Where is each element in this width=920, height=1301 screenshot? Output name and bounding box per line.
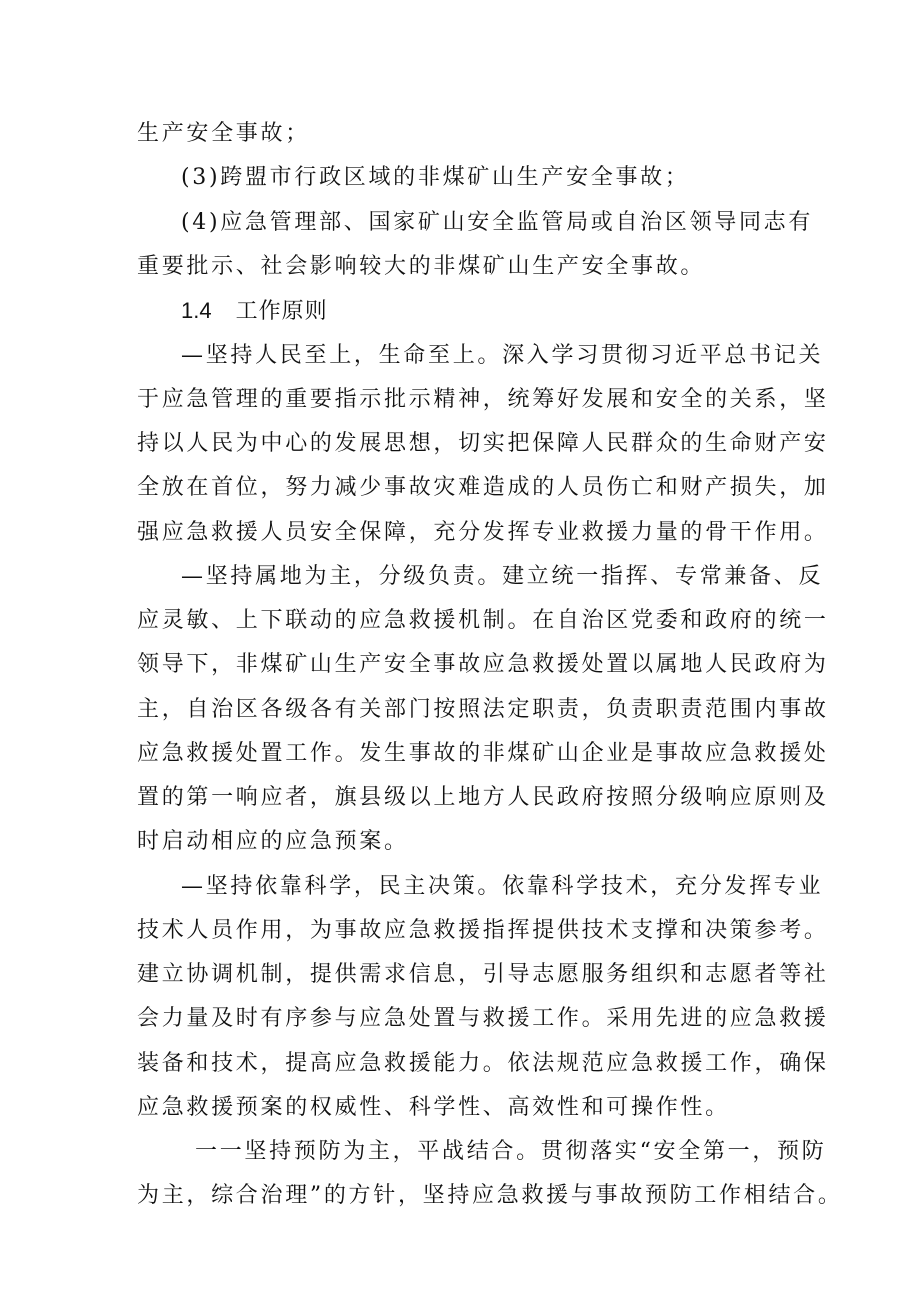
text-line: 一一坚持预防为主，平战结合。贯彻落实“安全第一，预防 (195, 1139, 827, 1164)
text-line: 为主，综合治理”的方针，坚持应急救援与事故预防工作相结合。 (137, 1183, 843, 1208)
text-line: 生产安全事故； (137, 121, 310, 146)
text-line: 应灵敏、上下联动的应急救援机制。在自治区党委和政府的统一 (137, 608, 829, 633)
text-line: —坚持依靠科学，民主决策。依靠科学技术，充分发挥专业 (181, 874, 824, 899)
text-line: 装备和技术，提高应急救援能力。依法规范应急救援工作，确保 (137, 1051, 829, 1076)
text-line: 于应急管理的重要指示批示精神，统筹好发展和安全的关系，坚 (137, 387, 829, 412)
text-line: 重要批示、社会影响较大的非煤矿山生产安全事故。 (137, 254, 706, 279)
text-line: 技术人员作用，为事故应急救援指挥提供技术支撑和决策参考。 (137, 918, 829, 943)
text-line: (3)跨盟市行政区域的非煤矿山生产安全事故； (181, 165, 690, 190)
text-line: 应急救援预案的权威性、科学性、高效性和可操作性。 (137, 1095, 730, 1120)
text-line: 强应急救援人员安全保障，充分发挥专业救援力量的骨干作用。 (137, 520, 829, 545)
text-line: 主，自治区各级各有关部门按照法定职责，负责职责范围内事故 (137, 697, 829, 722)
text-line: —坚持属地为主，分级负责。建立统一指挥、专常兼备、反 (181, 564, 824, 589)
text-line: 置的第一响应者，旗县级以上地方人民政府按照分级响应原则及 (137, 785, 829, 810)
text-line: 应急救援处置工作。发生事故的非煤矿山企业是事故应急救援处 (137, 741, 829, 766)
text-line: —坚持人民至上，生命至上。深入学习贯彻习近平总书记关 (181, 343, 824, 368)
text-line: 领导下，非煤矿山生产安全事故应急救援处置以属地人民政府为 (137, 652, 829, 677)
text-line: 持以人民为中心的发展思想，切实把保障人民群众的生命财产安 (137, 431, 829, 456)
text-line: 全放在首位，努力减少事故灾难造成的人员伤亡和财产损失，加 (137, 475, 829, 500)
section-title: 工作原则 (235, 299, 328, 324)
text-line: 建立协调机制，提供需求信息，引导志愿服务组织和志愿者等社 (137, 962, 829, 987)
text-line: 会力量及时有序参与应急处置与救援工作。采用先进的应急救援 (137, 1006, 829, 1031)
text-line: 时启动相应的应急预案。 (137, 829, 409, 854)
section-number: 1.4 (181, 298, 212, 323)
text-line: (4)应急管理部、国家矿山安全监管局或自治区领导同志有 (181, 210, 814, 235)
section-heading (181, 296, 841, 327)
